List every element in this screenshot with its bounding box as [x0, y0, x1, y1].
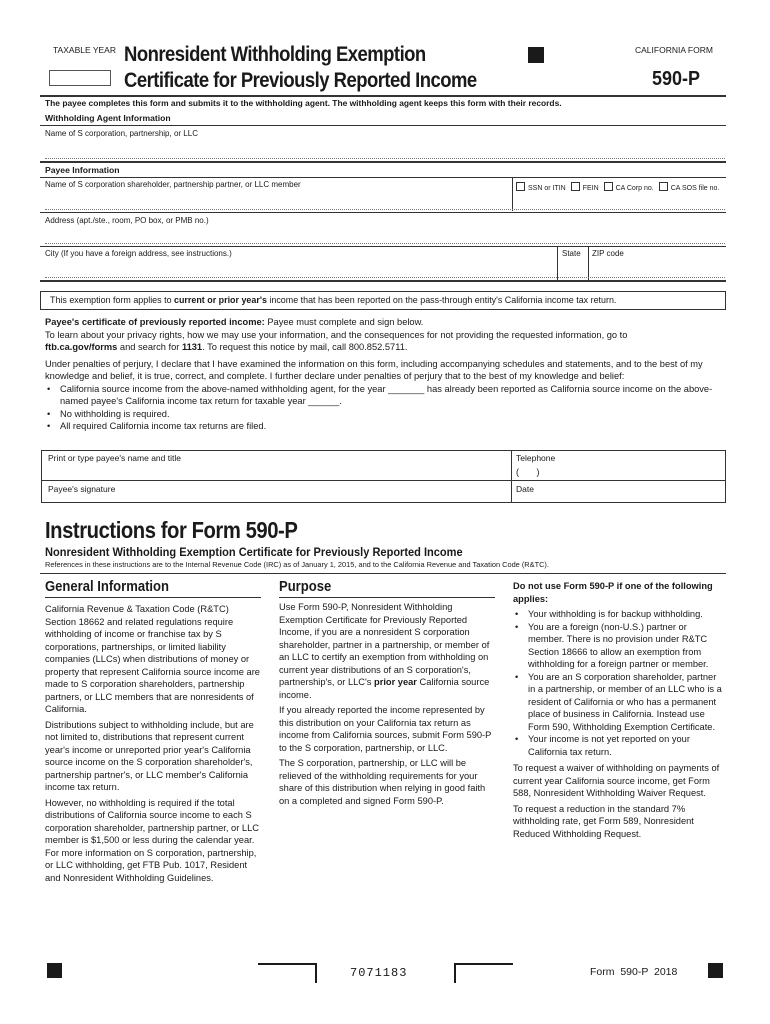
footer-mark-right	[708, 963, 723, 978]
list-item: • Your income is not yet reported on your California tax return.	[528, 733, 725, 758]
certificate-section	[45, 316, 725, 433]
exemption-notice-box	[40, 291, 726, 310]
date-label: Date	[516, 484, 534, 494]
registration-mark	[528, 47, 544, 63]
taxable-year-field[interactable]	[49, 70, 111, 86]
zip-label: ZIP code	[592, 249, 624, 258]
reduction-paragraph: To request a reduction in the standard 7% withholding rate, get Form 589, Nonresident Reduced Withholding Request.	[513, 803, 694, 839]
id-type-options	[516, 182, 719, 192]
address-field[interactable]	[45, 243, 725, 244]
city-field[interactable]	[45, 277, 725, 278]
footer-corner-right	[454, 963, 513, 983]
form-number: 590-P	[652, 68, 701, 90]
purpose-paragraph: If you already reported the income represented by this distribution on your California tax return as income from California sources, submit Form 590-P to the S corporation, partnership, or LLC.	[279, 705, 492, 753]
general-information-heading: General Information	[45, 579, 170, 595]
form-code: 7071183	[350, 966, 408, 980]
list-item: • You are a foreign (non-U.S.) partner or member. There is no provision under R&TC Section 18666 to allow an exemption from withholding for a foreign partner or member.	[528, 621, 725, 671]
ca-sos-label: CA SOS file no.	[670, 185, 720, 192]
payee-name-title-field[interactable]	[48, 464, 506, 478]
list-item: • Your withholding is for backup withholding.	[528, 608, 725, 621]
purpose-paragraph: The S corporation, partnership, or LLC will be relieved of the withholding requirements for your share of this distribution when relying in good faith on a completed and signed Form 590-P.	[279, 758, 486, 806]
payee-heading: Payee Information	[45, 165, 120, 175]
general-paragraph: Distributions subject to withholding include, but are not limited to, distributions that represent current year's income or unreported prior year's California source income on the S corporation shareholder's, partnership partner's, or LLC member's California income tax return.	[45, 719, 254, 792]
list-item: • All required California income tax returns are filed.	[60, 420, 725, 433]
instructions-subtitle: Nonresident Withholding Exemption Certificate for Previously Reported Income	[45, 545, 463, 559]
footer-form-year: Form 590-P 2018	[590, 966, 678, 978]
ca-sos-checkbox[interactable]	[659, 182, 668, 191]
general-information-body	[45, 603, 261, 887]
exclusions-heading: Do not use Form 590-P if one of the following applies:	[513, 581, 713, 604]
list-item: • No withholding is required.	[60, 408, 725, 421]
general-paragraph: However, no withholding is required if the total distributions of California source income to each S corporation shareholder, partnership partner, or LLC member is $1,500 or less during the calendar year. For more information on S corporation, partnership, or LLC withholding, get FTB Pub. 1017, Resident and Nonresident Withholding Guidelines.	[45, 797, 259, 883]
form-title-line1: Nonresident Withholding Exemption	[124, 43, 426, 66]
address-label: Address (apt./ste., room, PO box, or PMB no.)	[45, 216, 209, 225]
taxable-year-label: TAXABLE YEAR	[53, 45, 116, 55]
waiver-paragraph: To request a waiver of withholding on payments of current year California source income, get Form 588, Nonresident Withholding Waiver Request.	[513, 763, 720, 798]
fein-label: FEIN	[582, 185, 599, 192]
intro-text: The payee completes this form and submits it to the withholding agent. The withholding agent keeps this form with their records.	[45, 98, 562, 108]
payee-name-field[interactable]	[45, 209, 725, 210]
agent-name-label: Name of S corporation, partnership, or LLC	[45, 129, 198, 138]
footer-corner-left	[258, 963, 317, 983]
list-item: • California source income from the above-named withholding agent, for the year _______ has already been reported as California source income on the above-named payee's California income tax return for taxable year ______.	[60, 383, 725, 408]
ssn-checkbox[interactable]	[516, 182, 525, 191]
footer-mark-left	[47, 963, 62, 978]
ca-corp-checkbox[interactable]	[604, 182, 613, 191]
exclusions-list	[513, 608, 725, 758]
telephone-field[interactable]: ( )	[516, 467, 540, 477]
ftb-forms-link: ftb.ca.gov/forms	[45, 342, 118, 352]
instructions-title: Instructions for Form 590-P	[45, 517, 298, 543]
payee-name-label: Name of S corporation shareholder, partnership partner, or LLC member	[45, 180, 301, 189]
list-item: • You are an S corporation shareholder, partner in a partnership, or member of an LLC who is a resident of California or who has a permanent place of business in California. Instead use Form 590, Withholding Exemption Certificate.	[528, 671, 725, 734]
perjury-statement: Under penalties of perjury, I declare that I have examined the information on this form, including accompanying schedules and statements, and to the best of my knowledge and belief, it is true, correct, and complete. I further declare under penalties of perjury that to the best of my knowledge and belief:	[45, 358, 703, 381]
exemption-notice: This exemption form applies to current or prior year's income that has been reported on the pass-through entity's California income tax return.	[50, 295, 617, 305]
purpose-paragraph: Use Form 590-P, Nonresident Withholding Exemption Certificate for Previously Reported Income, if you are a nonresident S corporation shareholder, partner in a partnership, or member of an LLC to certify an exemption from withholding on current year distributions of an S corporation's, partnership's, or LLC's prior year California source income.	[279, 602, 490, 700]
california-form-label: CALIFORNIA FORM	[635, 45, 713, 55]
certificate-heading: Payee's certificate of previously reported income: Payee must complete and sign below.	[45, 317, 424, 327]
city-label: City (If you have a foreign address, see instructions.)	[45, 249, 232, 258]
withholding-agent-heading: Withholding Agent Information	[45, 113, 171, 123]
payee-signature-label: Payee's signature	[48, 484, 116, 494]
certification-list	[45, 383, 725, 433]
telephone-label: Telephone	[516, 453, 556, 463]
ca-corp-label: CA Corp no.	[615, 185, 654, 192]
general-paragraph: California Revenue & Taxation Code (R&TC) Section 18662 and related regulations require withholding of income or franchise tax by S corporations, partnerships, or limited liability companies (LLCs) when distributions of money or property that represent California source income are made to S corporation shareholders, partnership partners, or LLC members that are nonresidents of California.	[45, 604, 260, 714]
exclusions-body	[513, 580, 725, 843]
agent-name-field[interactable]	[45, 158, 725, 159]
purpose-body	[279, 601, 493, 810]
payee-name-title-label: Print or type payee's name and title	[48, 453, 181, 463]
references-note: References in these instructions are to the Internal Revenue Code (IRC) as of January 1, 2015, and to the California Revenue and Taxation Code (R&TC).	[45, 560, 549, 569]
privacy-notice: To learn about your privacy rights, how we may use your information, and the consequences for not providing the requested information, go to ftb.ca.gov/forms and search for 1131. To request this notice by mail, call 800.852.5711.	[45, 329, 628, 352]
purpose-heading: Purpose	[279, 579, 332, 595]
payee-signature-field[interactable]	[48, 495, 506, 500]
fein-checkbox[interactable]	[571, 182, 580, 191]
state-label: State	[562, 249, 581, 258]
form-title-line2: Certificate for Previously Reported Income	[124, 69, 477, 92]
ssn-label: SSN or ITIN	[528, 185, 566, 192]
